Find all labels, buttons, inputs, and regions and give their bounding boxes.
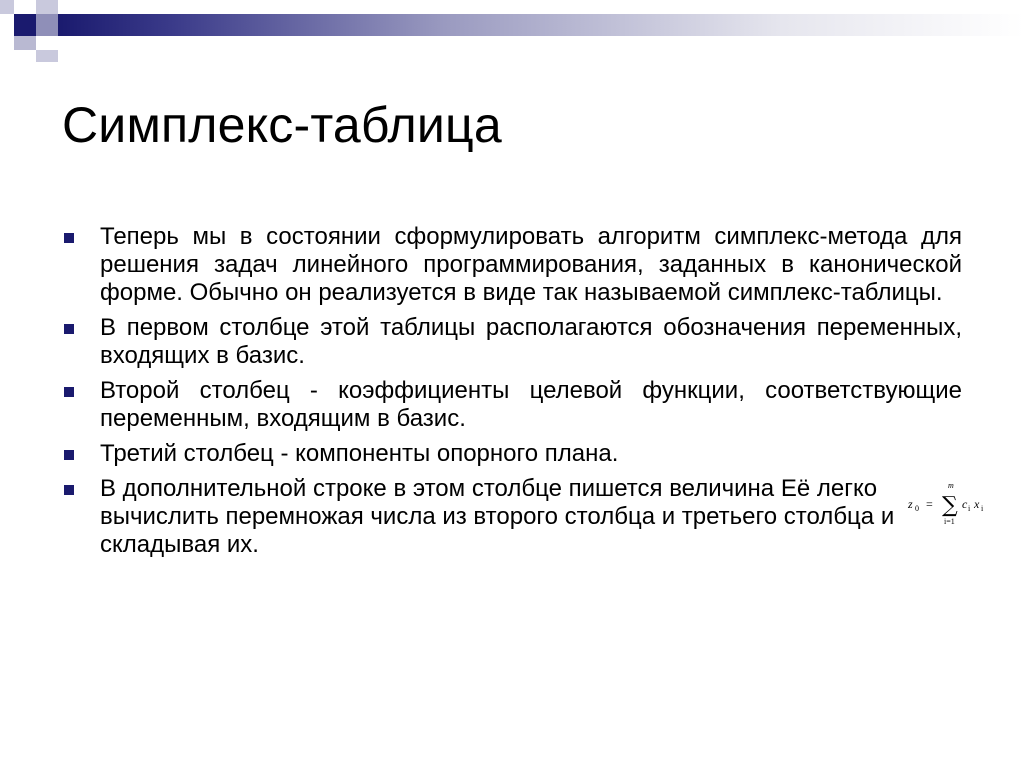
formula-c: c (962, 497, 968, 511)
decor-square (36, 36, 58, 50)
bullet-list (62, 223, 962, 566)
decor-square (14, 14, 36, 36)
bullet-item (62, 314, 962, 370)
bullet-text: Теперь мы в состоянии сформулировать алгоритм симплекс-метода для решения задач линейного программирования, заданных в канонической форме. Обычно он реализуется в виде так называемой симплекс-таблицы. (100, 223, 962, 306)
bullet-text: В дополнительной строке в этом столбце пишется величина Её легко вычислить перемножая числа из второго столбца и третьего столбца и складывая их. (100, 475, 895, 558)
square-bullet-icon (64, 233, 74, 243)
square-bullet-icon (64, 387, 74, 397)
bullet-text: Второй столбец - коэффициенты целевой функции, соответствующие переменным, входящим в базис. (100, 377, 962, 432)
bullet-text: Третий столбец - компоненты опорного плана. (100, 440, 619, 467)
bullet-item (62, 223, 962, 307)
sum-formula (906, 478, 996, 528)
formula-lhs-sub: 0 (915, 504, 919, 513)
formula-x-sub: i (981, 504, 984, 513)
square-bullet-icon (64, 485, 74, 495)
decor-square (36, 50, 58, 62)
decor-square (36, 14, 58, 36)
formula-c-sub: i (968, 504, 971, 513)
formula-equals: = (926, 497, 933, 511)
decor-gradient-bar (58, 14, 1024, 36)
square-bullet-icon (64, 324, 74, 334)
decorative-header-band (0, 0, 1024, 64)
formula-lhs: z (908, 497, 913, 511)
bullet-item (62, 475, 930, 559)
decor-square (14, 36, 36, 50)
square-bullet-icon (64, 450, 74, 460)
bullet-item (62, 440, 962, 468)
formula-upper-limit: m (948, 481, 954, 490)
bullet-item (62, 377, 962, 433)
decor-square (0, 0, 14, 14)
formula-x: x (974, 497, 980, 511)
slide-title: Симплекс-таблица (62, 97, 502, 153)
decor-square (14, 0, 36, 14)
formula-sum-sign: ∑ (942, 493, 958, 518)
bullet-text: В первом столбце этой таблицы располагаются обозначения переменных, входящих в базис. (100, 314, 962, 369)
formula-lower-limit: i=1 (944, 517, 955, 526)
decor-square (0, 14, 14, 36)
decor-square (36, 0, 58, 14)
